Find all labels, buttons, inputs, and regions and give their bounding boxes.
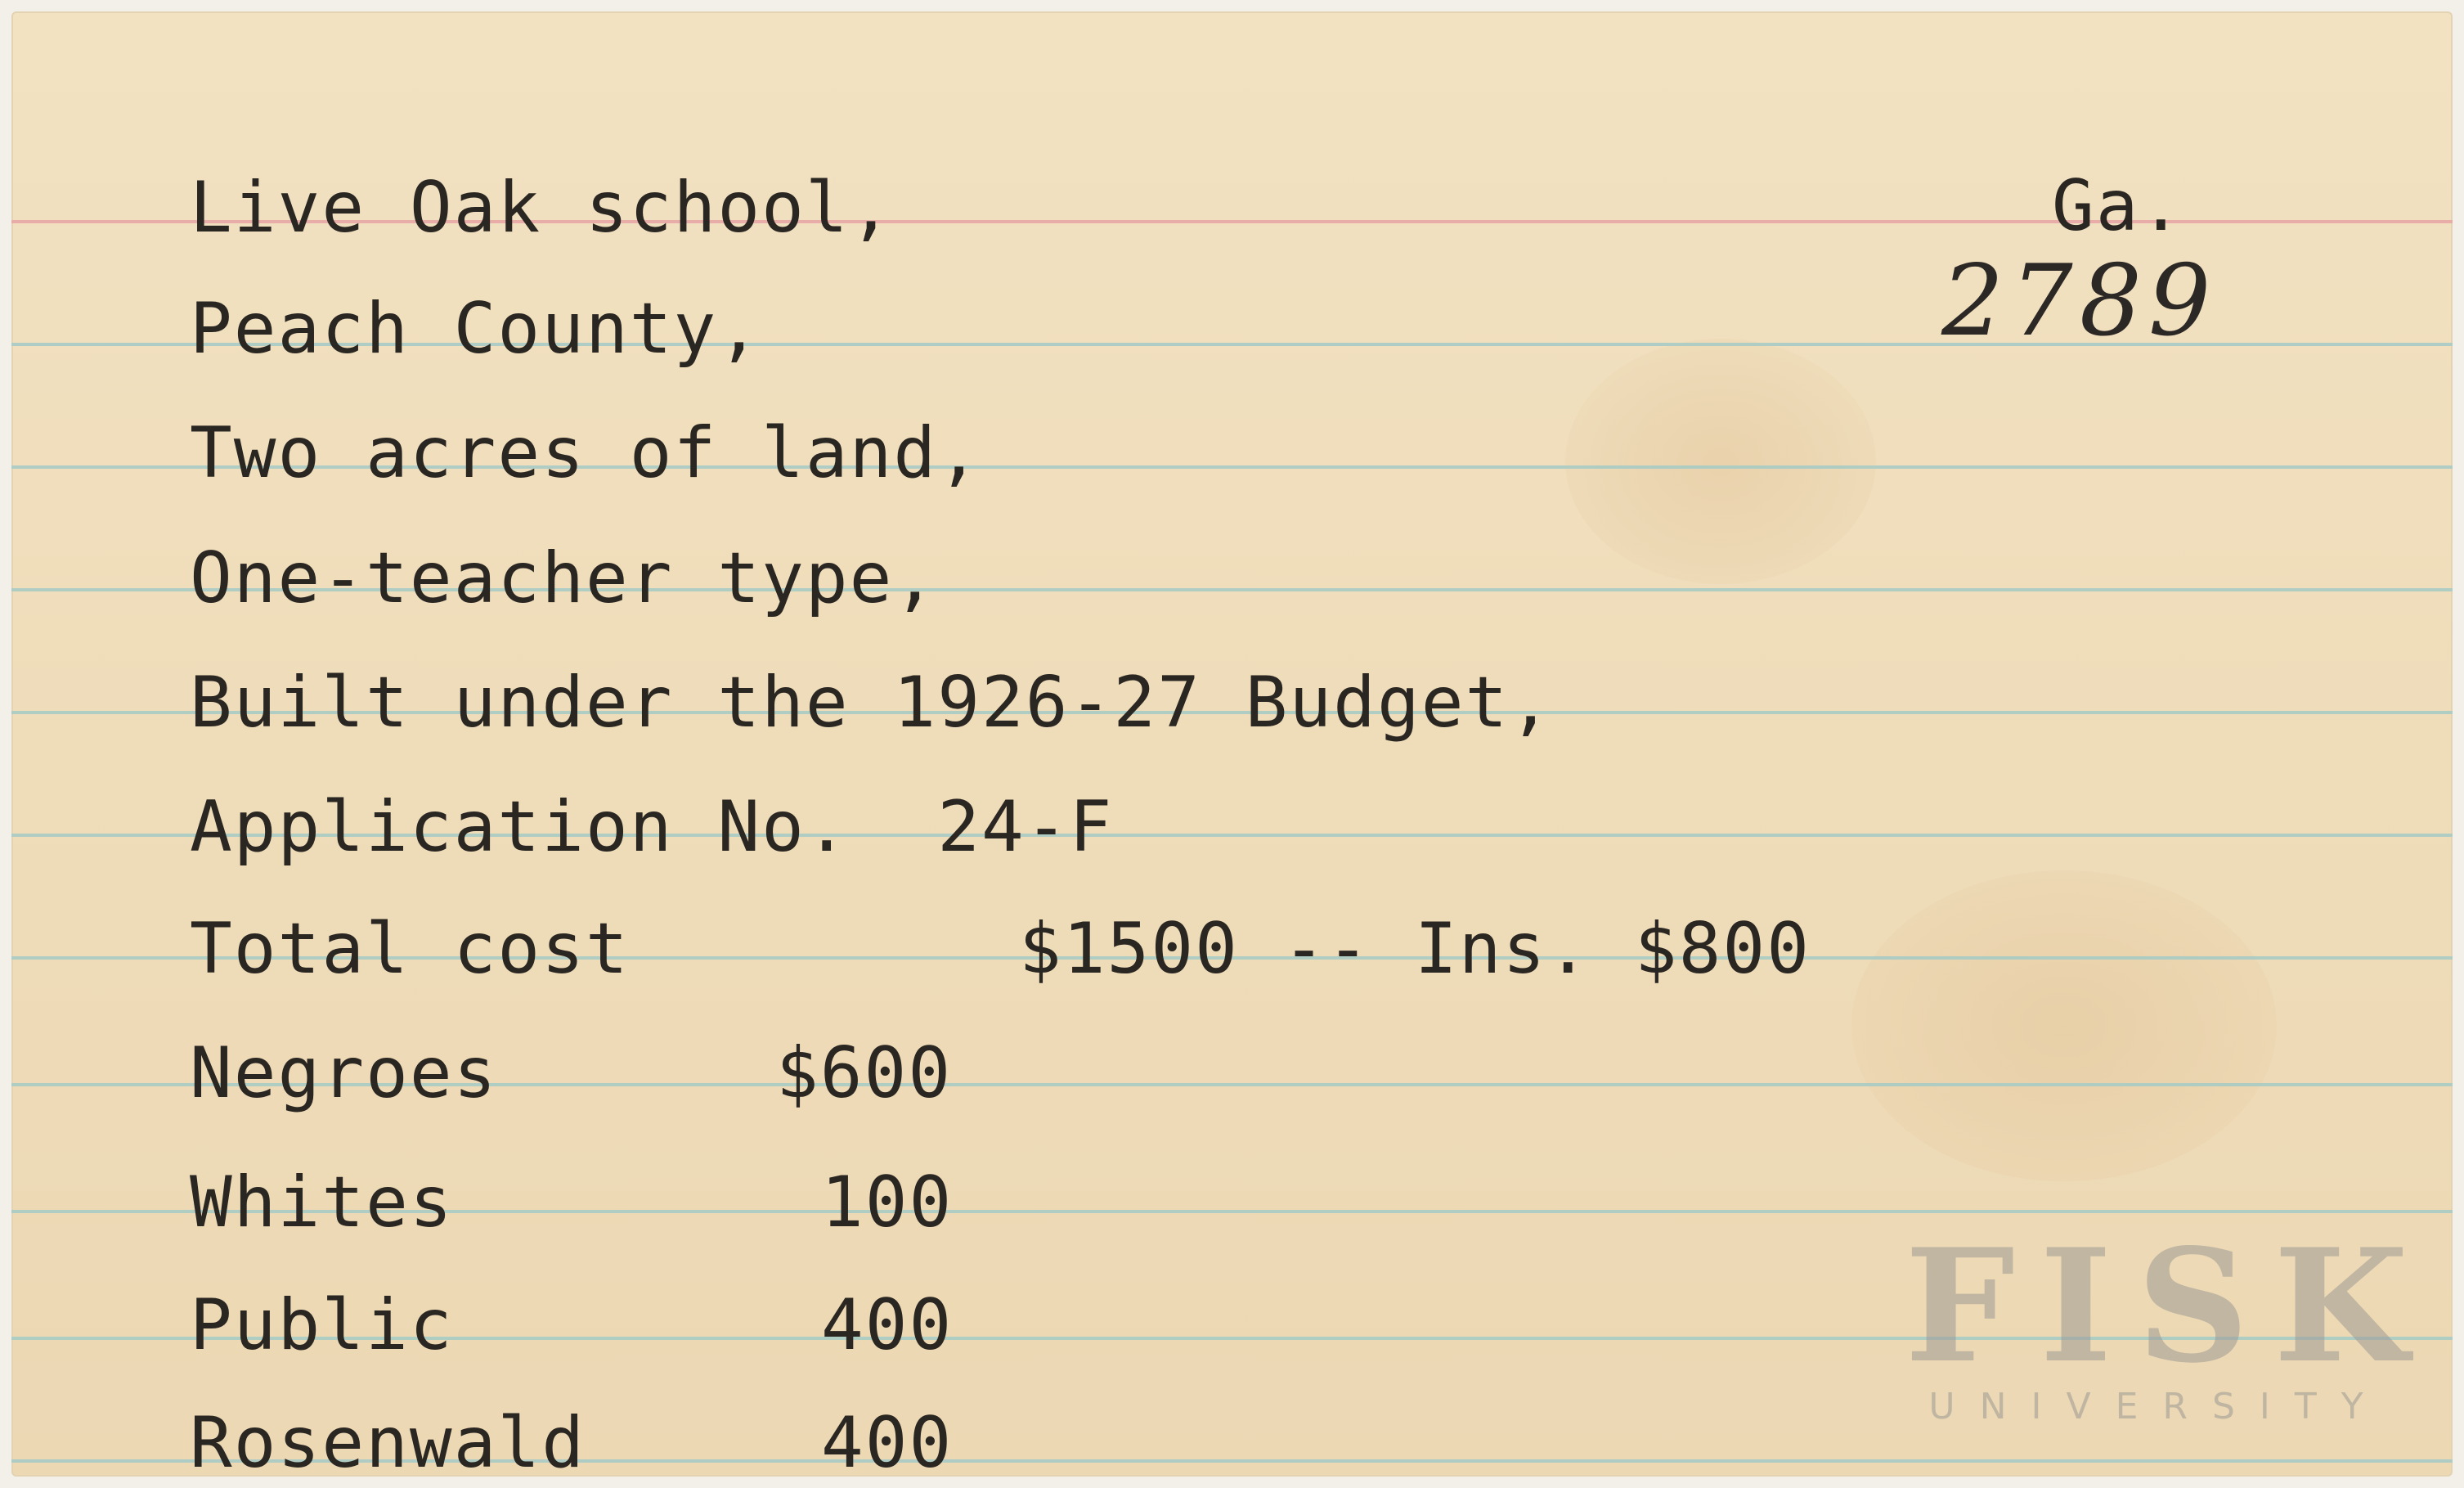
card-number: 2789 — [1941, 245, 2218, 358]
total-cost-value: $1500 -- Ins. $800 — [1019, 908, 1811, 990]
contribution-value: 400 — [821, 1284, 954, 1366]
state-label: Ga. — [2052, 165, 2184, 247]
contribution-value: 100 — [821, 1162, 954, 1243]
type-line: One-teacher type, — [190, 537, 938, 619]
total-cost-label: Total cost — [190, 908, 630, 990]
contribution-label: Rosenwald — [190, 1402, 586, 1477]
contribution-label: Whites — [190, 1162, 454, 1243]
paper-stain — [1565, 339, 1876, 584]
contribution-value: 400 — [821, 1402, 954, 1477]
fisk-university-logo — [1905, 1215, 2434, 1427]
logo-subtitle: UNIVERSITY — [1928, 1386, 2388, 1427]
budget-line: Built under the 1926-27 Budget, — [190, 662, 1554, 744]
county-line: Peach County, — [190, 288, 762, 370]
contribution-label: Negroes — [190, 1032, 498, 1114]
index-card — [11, 11, 2453, 1477]
school-name-line: Live Oak school, — [190, 167, 894, 249]
contribution-label: Public — [190, 1284, 454, 1366]
logo-wordmark: FISK — [1905, 1215, 2434, 1397]
land-line: Two acres of land, — [190, 412, 981, 494]
application-line: Application No. 24-F — [190, 786, 1114, 868]
paper-stain — [1851, 870, 2277, 1181]
contribution-value: $600 — [776, 1032, 953, 1114]
